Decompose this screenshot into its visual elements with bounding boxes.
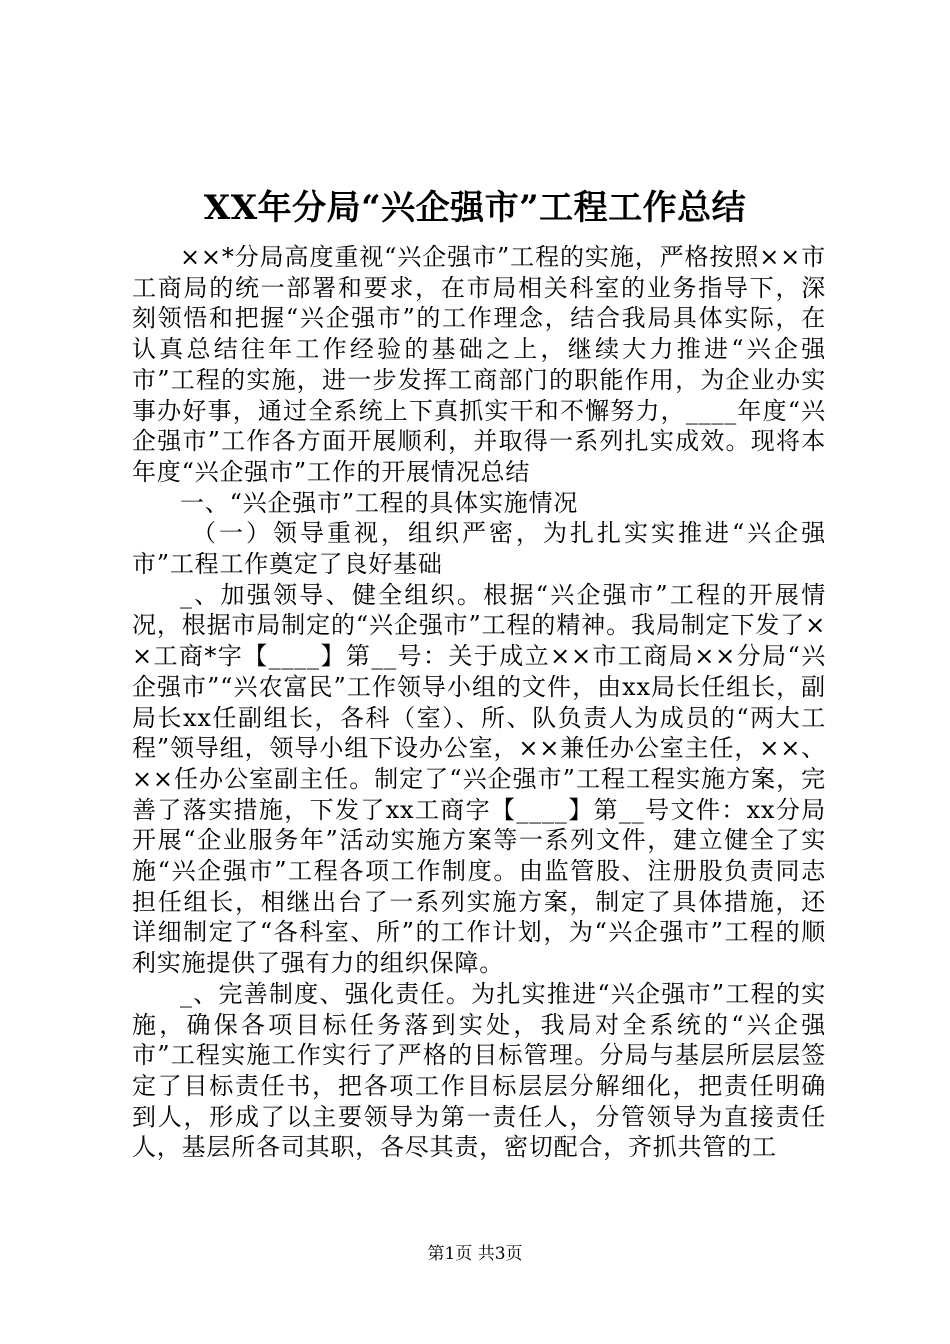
page-number: 第1页 共3页 [427, 1244, 523, 1264]
heading-subsection-1: （一）领导重视，组织严密，为扎扎实实推进“兴企强市”工程工作奠定了良好基础 [132, 519, 826, 579]
paragraph-leadership: _、加强领导、健全组织。根据“兴企强市”工程的开展情况，根据市局制定的“兴企强市”工程的精神。我局制定下发了××工商*字【____】第__号：关于成立××市工商局××分局“兴企强市”“兴农富民”工作领导小组的文件，由xx局长任组长，副局长xx任副组长，各科（室）、所、队负责人为成员的“两大工程”领导组，领导小组下设办公室，××兼任办公室主任，××、××任办公室副主任。制定了“兴企强市”工程工程实施方案，完善了落实措施，下发了xx工商字【____】第__号文件：xx分局开展“企业服务年”活动实施方案等一系列文件，建立健全了实施“兴企强市”工程各项工作制度。由监管股、注册股负责同志担任组长，相继出台了一系列实施方案，制定了具体措施，还详细制定了“各科室、所”的工作计划，为“兴企强市”工程的顺利实施提供了强有力的组织保障。 [132, 580, 826, 978]
document-body [132, 242, 826, 1163]
heading-section-1: 一、“兴企强市”工程的具体实施情况 [180, 488, 579, 517]
paragraph-responsibility: _、完善制度、强化责任。为扎实推进“兴企强市”工程的实施，确保各项目标任务落到实处，我局对全系统的“兴企强市”工程实施工作实行了严格的目标管理。分局与基层所层层签定了目标责任书，把各项工作目标层层分解细化，把责任明确到人，形成了以主要领导为第一责任人，分管领导为直接责任人，基层所各司其职，各尽其责，密切配合，齐抓共管的工 [132, 979, 826, 1162]
paragraph-intro: ××*分局高度重视“兴企强市”工程的实施，严格按照××市工商局的统一部署和要求，在市局相关科室的业务指导下，深刻领悟和把握“兴企强市”的工作理念，结合我局具体实际，在认真总结往年工作经验的基础之上，继续大力推进“兴企强市”工程的实施，进一步发挥工商部门的职能作用，为企业办实事办好事，通过全系统上下真抓实干和不懈努力，____年度“兴企强市”工作各方面开展顺利，并取得一系列扎实成效。现将本年度“兴企强市”工作的开展情况总结 [132, 243, 826, 486]
page-title: XX年分局“兴企强市”工程工作总结 [203, 188, 747, 228]
